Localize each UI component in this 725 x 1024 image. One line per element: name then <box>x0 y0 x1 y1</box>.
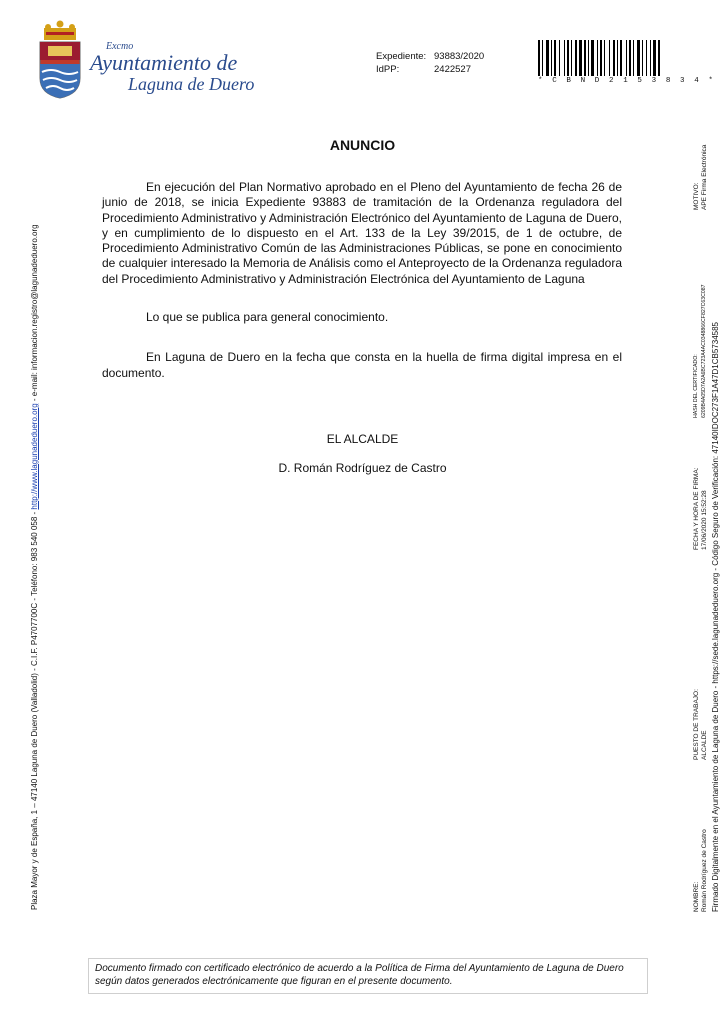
fecha-value: 17/06/2020 15:52:28 <box>700 490 708 550</box>
signer-name: D. Román Rodríguez de Castro <box>278 461 447 475</box>
left-margin-contact <box>30 224 39 910</box>
barcode <box>538 40 716 85</box>
hash-label: HASH DEL CERTIFICADO: <box>693 354 699 418</box>
file-metadata <box>376 50 484 76</box>
motivo-label: MOTIVO: <box>693 182 700 210</box>
signature-nombre <box>693 829 708 912</box>
paragraph-place-date: En Laguna de Duero en la fecha que consta en la huella de firma digital impresa en el documento. <box>102 350 622 380</box>
fecha-label: FECHA Y HORA DE FIRMA: <box>693 467 700 550</box>
document-title: ANUNCIO <box>329 137 396 153</box>
signature-puesto <box>693 689 708 760</box>
paragraph-publication: Lo que se publica para general conocimiento. <box>146 310 389 325</box>
signature-motivo <box>693 145 708 210</box>
puesto-value: ALCALDE <box>700 730 708 760</box>
website-link[interactable]: http://www.lagunadeduero.org <box>30 403 39 510</box>
puesto-label: PUESTO DE TRABAJO: <box>693 689 700 760</box>
nombre-label: NOMBRE: <box>693 881 700 912</box>
address-text: Plaza Mayor y de España, 1 – 47140 Laguna de Duero (Valladolid) - C.I.F. P4707700C - Teléfono: 983 540 058 - <box>30 509 39 910</box>
brand-place: Laguna de Duero <box>128 74 255 94</box>
hash-value: 6209B4A05D7A2A6BC723A4AC0348866CF827C63C087 <box>700 284 707 418</box>
expediente-label: Expediente: <box>376 51 427 62</box>
nombre-value: Román Rodríguez de Castro <box>700 829 708 912</box>
paragraph-announcement: En ejecución del Plan Normativo aprobado en el Pleno del Ayuntamiento de fecha 26 de junio de 2018, se inicia Expediente 93883 de tramitación de la Ordenanza reguladora del Procedimiento Administrativo y Administración Electrónico del Ayuntamiento de Laguna de Duero, y en cumplimiento de lo dispuesto en el Art. 133 de la Ley 39/2015, de 1 de octubre, de Procedimiento Administrativo Común de las Administraciones Públicas, se pone en conocimiento de cualquier interesado la Memoria de Análisis como el Anteproyecto de la Ordenanza reguladora del Procedimiento Administrativo y Administración Electrónica del Ayuntamiento de Laguna <box>102 180 622 286</box>
verification-line: Firmado Digitalmente en el Ayuntamiento de Laguna de Duero - https://sede.lagunadeduero.org - Código Seguro de Verificación: 47140IDOC273F1A47D1CB5734585 <box>711 321 720 912</box>
email-text: - e-mail: informacion.registro@lagunadeduero.org <box>30 224 39 404</box>
footer-notice: Documento firmado con certificado electrónico de acuerdo a la Política de Firma del Ayuntamiento de Laguna de Duero según datos generados electrónicamente que figuran en el presente documento. <box>88 958 648 994</box>
signature-fecha <box>693 468 708 550</box>
institution-brand <box>90 42 290 94</box>
barcode-text: * C B N D 2 1 5 3 8 3 4 * <box>538 77 716 85</box>
brand-name: Ayuntamiento de <box>90 50 238 75</box>
idpp-label: IdPP: <box>376 64 400 75</box>
idpp-value: 2422527 <box>434 64 471 75</box>
coat-of-arms-logo <box>34 20 86 100</box>
barcode-bars <box>538 40 694 76</box>
motivo-value: APE Firma Electrónica <box>700 144 708 210</box>
document-body <box>102 180 622 381</box>
signature-hash <box>693 284 708 418</box>
signer-role: EL ALCALDE <box>326 432 399 446</box>
expediente-value: 93883/2020 <box>434 51 485 62</box>
brand-excmo: Excmo <box>106 41 134 52</box>
